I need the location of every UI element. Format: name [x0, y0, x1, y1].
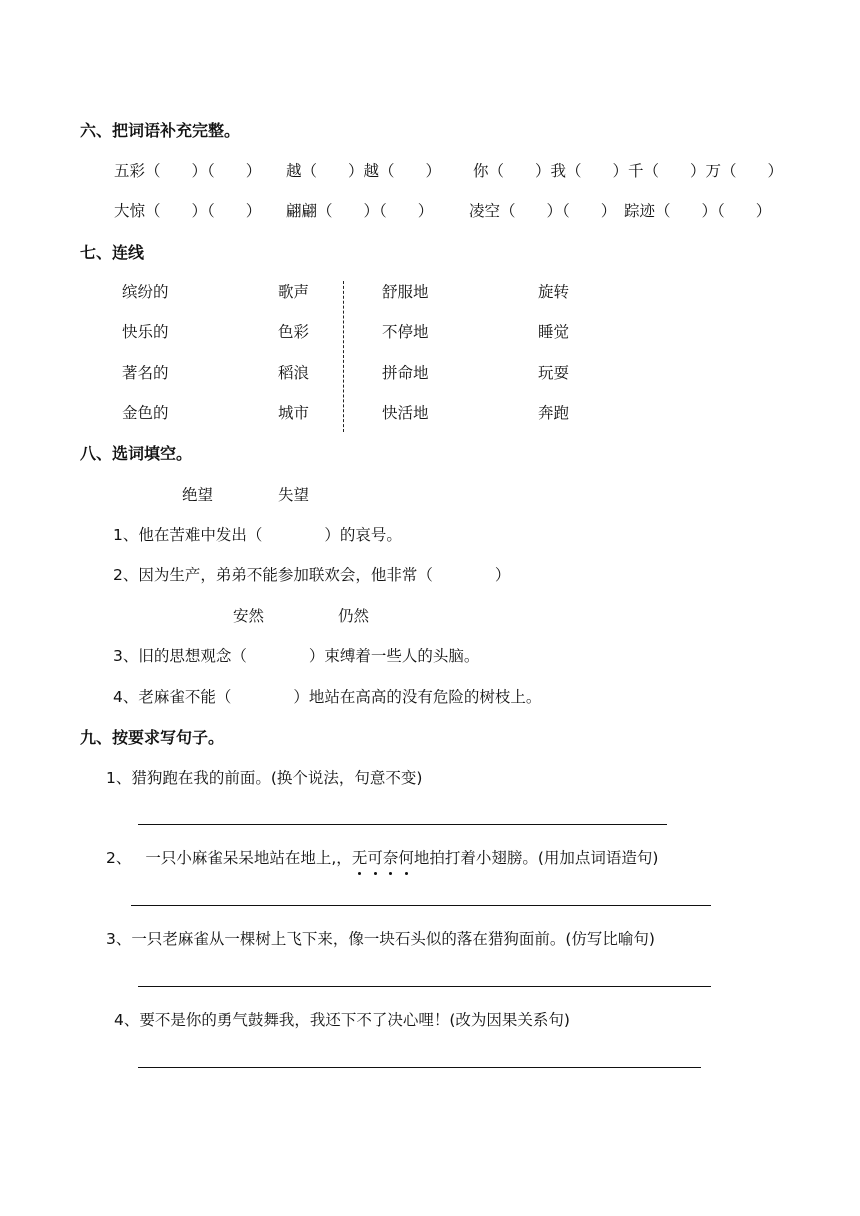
section-8-title: 八、选词填空。: [80, 444, 193, 463]
section-9-title: 九、按要求写句子。: [80, 728, 225, 747]
word-choice: 仍然: [338, 607, 370, 625]
answer-line[interactable]: [138, 824, 667, 825]
question: 4、老麻雀不能（ ）地站在高高的没有危险的树枝上。: [113, 688, 542, 706]
match-word: 著名的: [122, 364, 169, 382]
question: 2、因为生产，弟弟不能参加联欢会，他非常（ ）: [113, 566, 511, 584]
answer-line[interactable]: [138, 1067, 701, 1068]
match-word: 稻浪: [278, 364, 310, 382]
question-number: 2、: [106, 849, 132, 867]
match-word: 旋转: [538, 283, 570, 301]
fill-item: 大惊（ ）（ ）: [114, 202, 262, 220]
fill-item: 翩翩（ ）（ ）: [286, 202, 434, 220]
match-word: 拼命地: [382, 364, 429, 382]
question: 3、一只老麻雀从一棵树上飞下来，像一块石头似的落在猎狗面前。(仿写比喻句): [106, 930, 655, 948]
match-word: 快乐的: [122, 323, 169, 341]
match-word: 奔跑: [538, 404, 570, 422]
section-7-title: 七、连线: [80, 243, 145, 262]
match-word: 色彩: [278, 323, 310, 341]
question: 1、他在苦难中发出（ ）的哀号。: [113, 526, 402, 544]
dotted-char: 何: [398, 849, 414, 867]
match-word: 玩耍: [538, 364, 570, 382]
answer-line[interactable]: [131, 905, 711, 906]
section-6-title: 六、把词语补充完整。: [80, 121, 241, 140]
question: 1、猎狗跑在我的前面。(换个说法，句意不变): [106, 769, 423, 787]
fill-item: 千（ ）万（ ）: [628, 162, 784, 180]
dashed-divider: [343, 281, 344, 432]
fill-item: 凌空（ ）（ ）: [469, 202, 617, 220]
fill-item: 越（ ）越（ ）: [286, 162, 442, 180]
dotted-char: 可: [367, 849, 383, 867]
fill-item: 你（ ）我（ ）: [473, 162, 629, 180]
dotted-char: 奈: [382, 849, 399, 867]
question-text: 一只小麻雀呆呆地站在地上,，: [145, 849, 352, 867]
question-text: 地拍打着小翅膀。(用加点词语造句): [413, 849, 659, 867]
word-choice: 安然: [233, 607, 265, 625]
match-word: 歌声: [278, 283, 310, 301]
match-word: 舒服地: [382, 283, 429, 301]
question: [106, 848, 658, 868]
dotted-char: 无: [351, 849, 368, 867]
question: 4、要不是你的勇气鼓舞我，我还下不了决心哩！(改为因果关系句): [114, 1011, 570, 1029]
answer-line[interactable]: [138, 986, 711, 987]
word-choice: 绝望: [182, 486, 214, 504]
match-word: 缤纷的: [122, 283, 169, 301]
match-word: 不停地: [382, 323, 429, 341]
question: 3、旧的思想观念（ ）束缚着一些人的头脑。: [113, 647, 480, 665]
match-word: 金色的: [122, 404, 169, 422]
fill-item: 五彩（ ）（ ）: [114, 162, 262, 180]
match-word: 睡觉: [538, 323, 570, 341]
match-word: 快活地: [382, 404, 429, 422]
fill-item: 踪迹（ ）（ ）: [624, 202, 772, 220]
word-choice: 失望: [278, 486, 310, 504]
match-word: 城市: [278, 404, 310, 422]
